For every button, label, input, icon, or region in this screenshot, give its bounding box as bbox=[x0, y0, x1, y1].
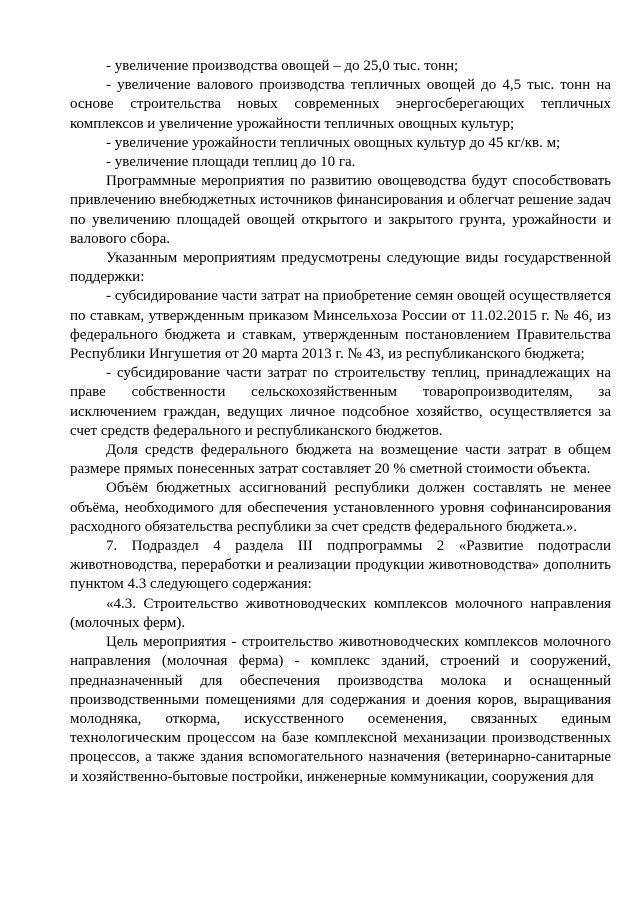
list-item-greenhouse-area: - увеличение площади теплиц до 10 га. bbox=[106, 154, 356, 171]
list-item-greenhouse-gross: - увеличение валового производства тепличных овощей до 4,5 тыс. тонн на основе строительства новых современных энергосберегающих тепличных комплексов и увеличение урожайности тепличных овощных культур; bbox=[70, 77, 611, 132]
document-body bbox=[70, 57, 611, 787]
paragraph-federal-share: Доля средств федерального бюджета на возмещение части затрат в общем размере прямых понесенных затрат составляет 20 % сметной стоимости объекта. bbox=[70, 442, 611, 478]
paragraph-budget-allocations: Объём бюджетных ассигнований республики должен составлять не менее объёма, необходимого для обеспечения установленного уровня софинансирования расходного обязательства республики за счет средств федерального бюджета.». bbox=[70, 480, 611, 535]
list-item-seed-subsidy: - субсидирование части затрат на приобретение семян овощей осуществляется по ставкам, утвержденным приказом Минсельхоза России от 11.02.2015 г. № 46, из федерального бюджета и ставкам, утвержденным постановлением Правительства Республики Ингушетия от 20 марта 2013 г. № 43, из республиканского бюджета; bbox=[70, 288, 611, 363]
paragraph-item-4-3: «4.3. Строительство животноводческих комплексов молочного направления (молочных ферм). bbox=[70, 595, 611, 631]
paragraph-goal: Цель мероприятия - строительство животноводческих комплексов молочного направления (молочная ферма) - комплекс зданий, строений и сооружений, предназначенный для обеспечения производства молока и оснащенный производственными помещениями для содержания и доения коров, выращивания молодняка, откорма, искусственного осеменения, связанных единым технологическим процессом на базе комплексной механизации производственных процессов, а также здания вспомогательного назначения (ветеринарно-санитарные и хозяйственно-бытовые постройки, инженерные коммуникации, сооружения для bbox=[70, 634, 611, 785]
paragraph-item-7: 7. Подраздел 4 раздела III подпрограммы 2 «Развитие подотрасли животноводства, переработки и реализации продукции животноводства» дополнить пунктом 4.3 следующего содержания: bbox=[70, 538, 611, 593]
paragraph-state-support: Указанным мероприятиям предусмотрены следующие виды государственной поддержки: bbox=[70, 250, 611, 286]
paragraph-program-measures: Программные мероприятия по развитию овощеводства будут способствовать привлечению внебюджетных источников финансирования и облегчат решение задач по увеличению площадей овощей открытого и закрытого грунта, урожайности и валового сбора. bbox=[70, 173, 611, 247]
list-item-greenhouse-yield: - увеличение урожайности тепличных овощных культур до 45 кг/кв. м; bbox=[106, 134, 561, 151]
list-item-greenhouse-subsidy: - субсидирование части затрат по строительству теплиц, принадлежащих на праве собственности сельскохозяйственным товаропроизводителям, за исключением граждан, ведущих личное подсобное хозяйство, осуществляется за счет средств федерального и республиканского бюджетов. bbox=[70, 365, 611, 439]
list-item-vegetable-production: - увеличение производства овощей – до 25,0 тыс. тонн; bbox=[106, 58, 459, 74]
